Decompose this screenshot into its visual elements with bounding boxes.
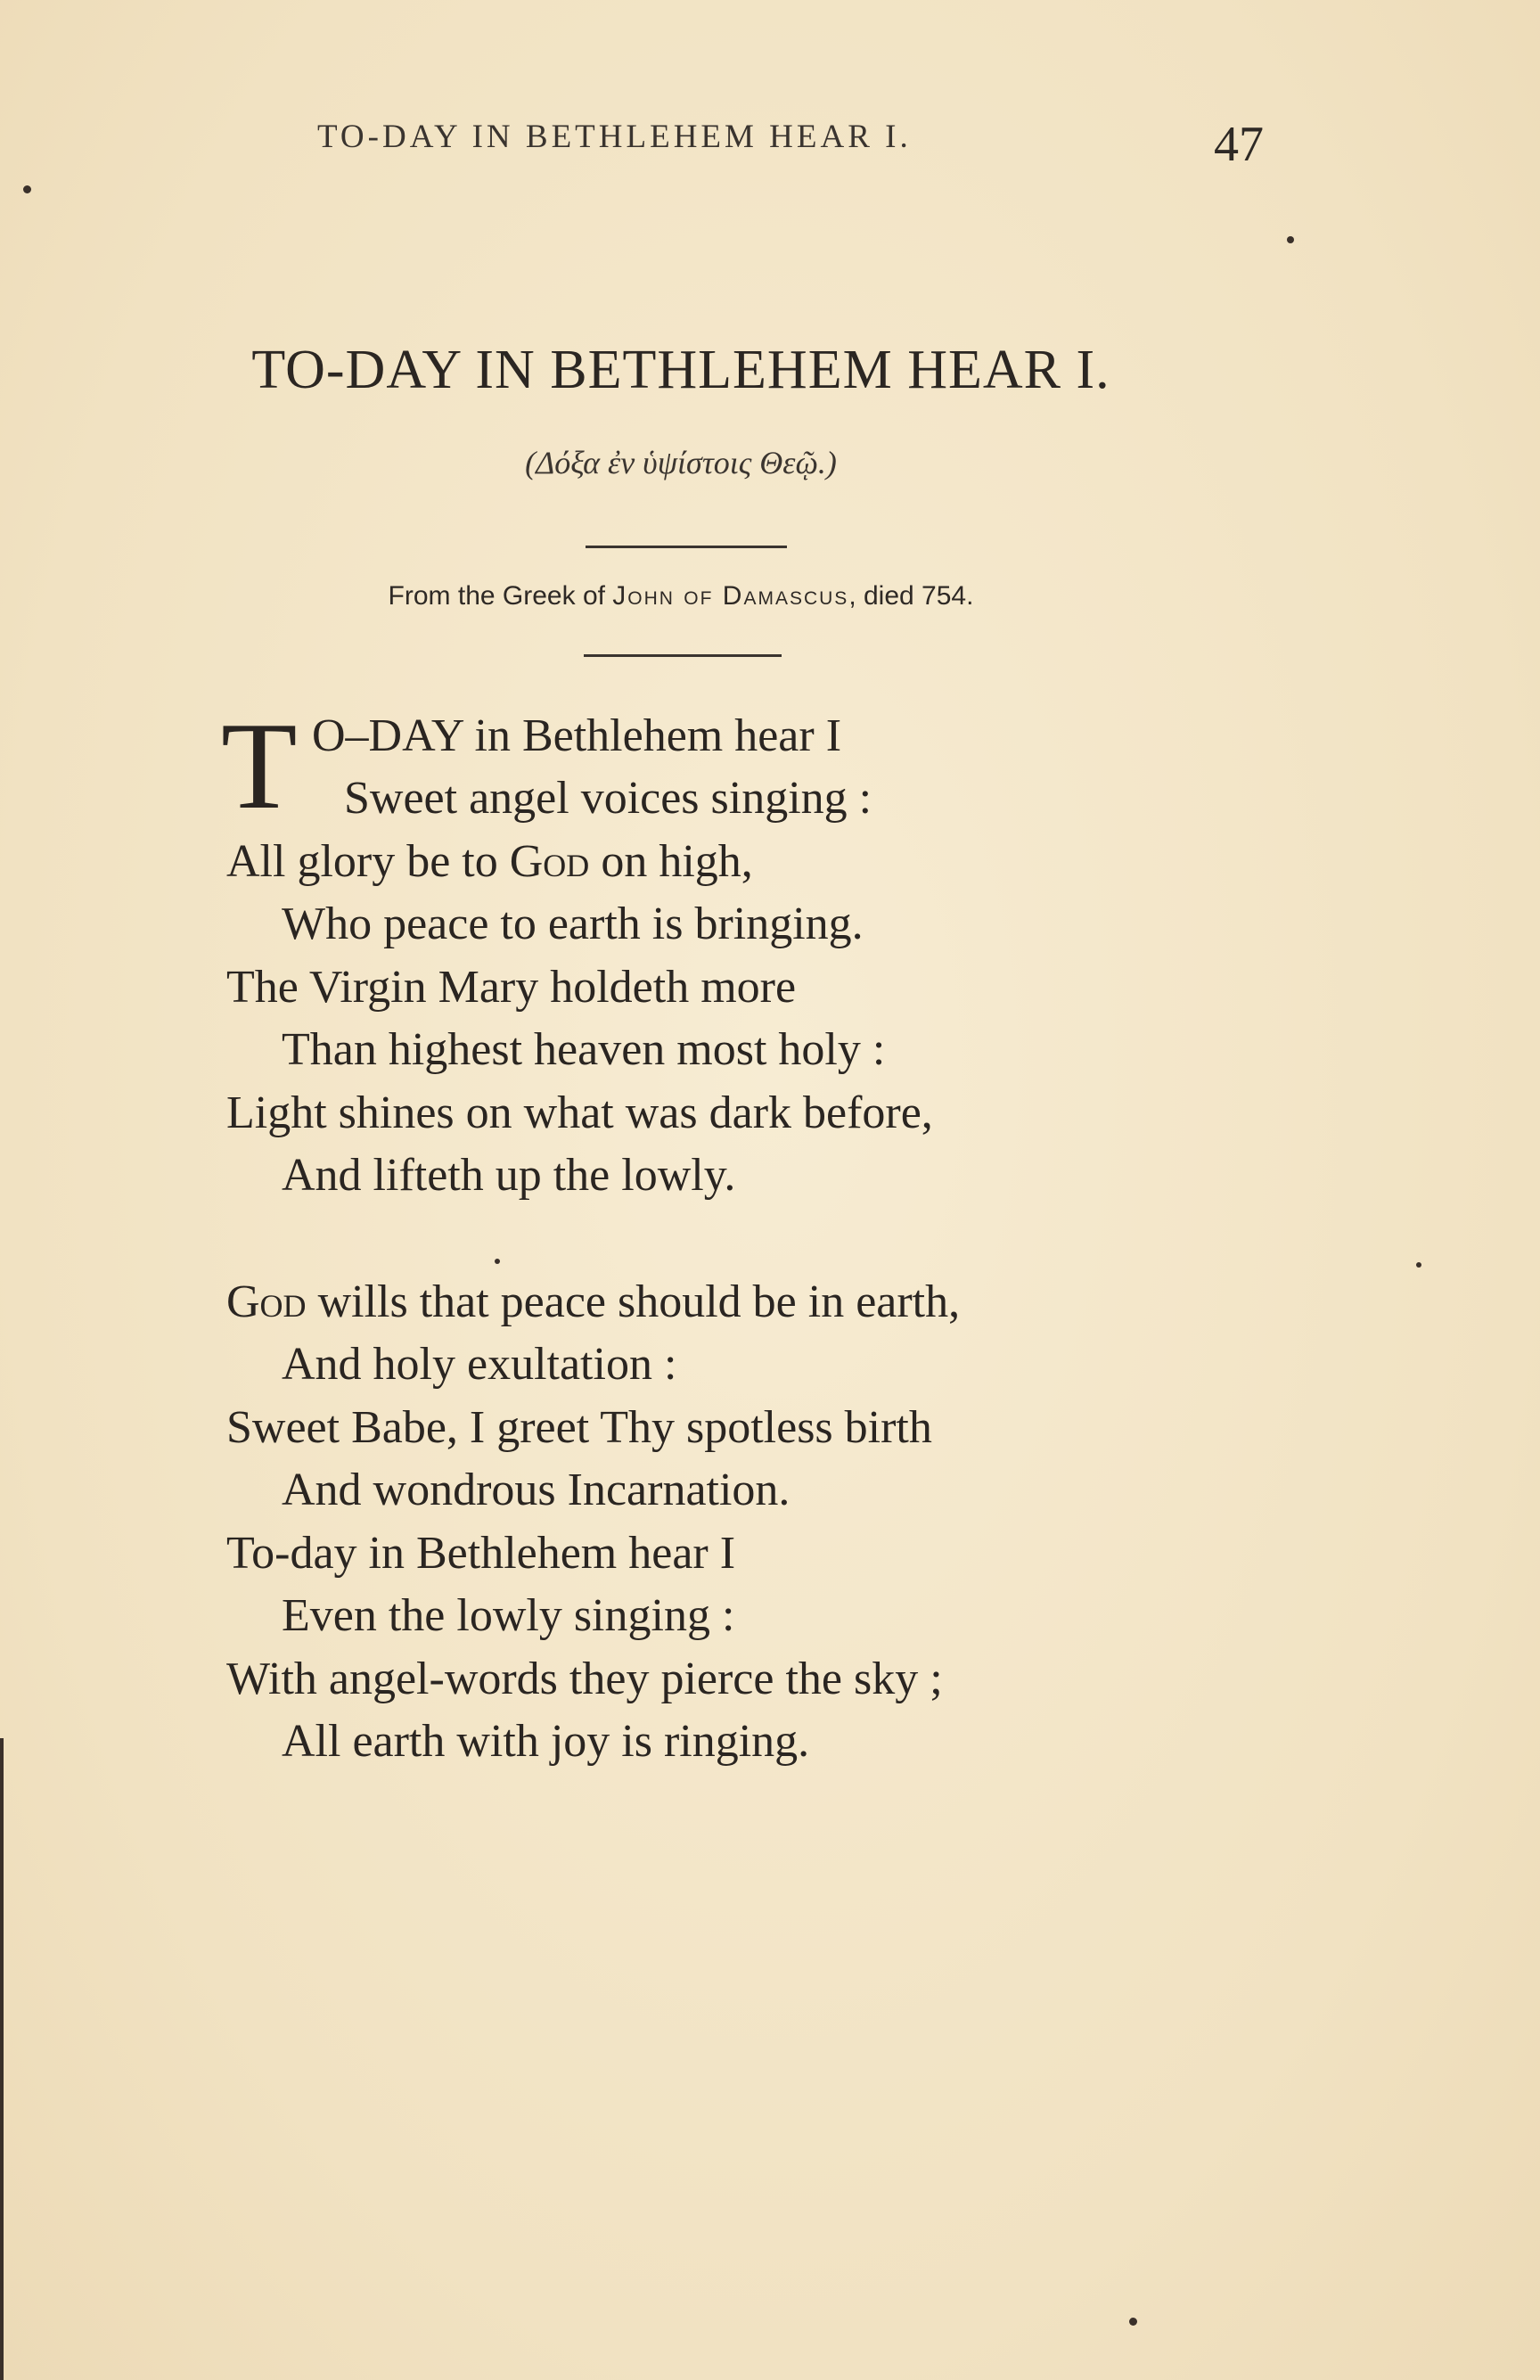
attribution <box>0 581 1362 611</box>
paper-speck <box>495 1259 500 1264</box>
divider-rule-bottom <box>584 654 782 657</box>
stanza-1-line-8: And lifteth up the lowly. <box>282 1150 736 1201</box>
page-number: 47 <box>1214 117 1264 172</box>
paper-speck <box>1129 2318 1137 2326</box>
stanza-1-line-4: Who peace to earth is bringing. <box>282 899 864 949</box>
stanza-2-line-1 <box>226 1276 961 1327</box>
stanza-1-line-6: Than highest heaven most holy : <box>282 1024 886 1075</box>
paper-speck <box>1287 236 1294 243</box>
stanza-1-line-5: The Virgin Mary holdeth more <box>226 962 797 1013</box>
stanza-2-line-2: And holy exultation : <box>282 1339 677 1390</box>
attribution-author: John of Damascus <box>612 581 849 611</box>
divider-rule-top <box>586 546 787 548</box>
stanza-1-line-1: O–DAY in Bethlehem hear I <box>312 710 842 761</box>
stanza-1-line-7: Light shines on what was dark before, <box>226 1087 933 1138</box>
greek-subtitle: (Δόξα ἐν ὑψίστοις Θεῷ.) <box>525 445 837 480</box>
stanza-1-line-3-a: All glory be to <box>226 836 510 887</box>
stanza-2-line-1-b: wills that peace should be in earth, <box>306 1276 961 1327</box>
stanza-1-line-3 <box>226 836 753 887</box>
stanza-2-line-5: To-day in Bethlehem hear I <box>226 1528 736 1579</box>
stanza-2-line-3: Sweet Babe, I greet Thy spotless birth <box>226 1402 932 1453</box>
stanza-2-line-8: All earth with joy is ringing. <box>282 1716 810 1767</box>
page-edge-shadow <box>0 1738 4 2380</box>
stanza-2-line-4: And wondrous Incarnation. <box>282 1465 790 1515</box>
attribution-suffix: , died 754. <box>848 581 974 611</box>
hymn-title: TO-DAY IN BETHLEHEM HEAR I. <box>251 340 1110 400</box>
stanza-2-line-7: With angel-words they pierce the sky ; <box>226 1654 943 1704</box>
paper-speck <box>23 185 31 193</box>
drop-cap: T <box>221 697 298 835</box>
stanza-1-line-2: Sweet angel voices singing : <box>344 773 872 824</box>
stanza-1-line-3-god: God <box>509 836 590 887</box>
stanza-1-line-3-c: on high, <box>589 836 753 887</box>
stanza-2-line-1-god: God <box>226 1276 307 1327</box>
stanza-2-line-6: Even the lowly singing : <box>282 1590 735 1641</box>
paper-speck <box>1416 1262 1421 1268</box>
attribution-prefix: From the Greek of <box>388 581 613 611</box>
running-head: TO-DAY IN BETHLEHEM HEAR I. <box>317 119 912 155</box>
